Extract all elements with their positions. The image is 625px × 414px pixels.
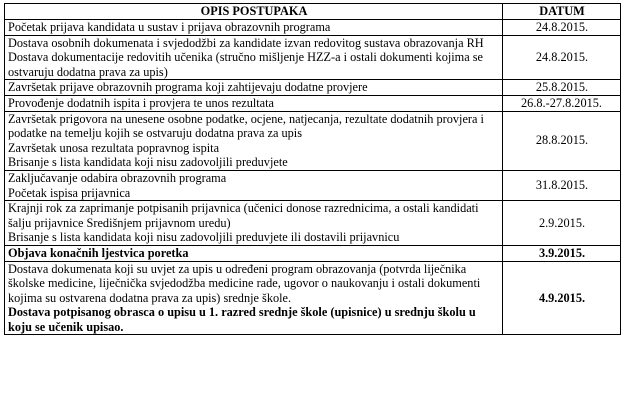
schedule-table <box>4 3 621 335</box>
description-line: Zaključavanje odabira obrazovnih programa <box>8 170 227 185</box>
date-cell: 24.8.2015. <box>503 35 621 80</box>
header-date: DATUM <box>503 4 621 20</box>
table-row <box>5 201 621 246</box>
description-line: Brisanje s lista kandidata koji nisu zadovoljili preduvjete <box>8 155 288 170</box>
date-cell: 25.8.2015. <box>503 80 621 96</box>
date-cell: 26.8.-27.8.2015. <box>503 95 621 111</box>
description-line: Završetak prijave obrazovnih programa koji zahtijevaju dodatne provjere <box>8 80 368 95</box>
description-line: Početak ispisa prijavnica <box>8 185 131 200</box>
description-line: Završetak prigovora na unesene osobne podatke, ocjene, natjecanja, rezultate dodatnih provjera i podatke na temelju kojih se ostvaruju dodatna prava za upis <box>8 111 484 141</box>
table-row <box>5 245 621 261</box>
description-line: Dostava dokumentacije redovitih učenika (stručno mišljenje HZZ-a i ostali dokumenti kojima se ostvaruju dodatna prava za upis) <box>8 50 484 79</box>
table-row <box>5 261 621 335</box>
description-cell <box>5 245 503 261</box>
description-cell <box>5 35 503 80</box>
description-line: Provođenje dodatnih ispita i provjera te unos rezultata <box>8 95 275 110</box>
table-row <box>5 170 621 200</box>
description-line: Krajnji rok za zaprimanje potpisanih prijavnica (učenici donose razrednicima, a ostali kandidati šalju prijavnice Središnjem prijavnom uredu) <box>8 201 479 230</box>
description-line: Početak prijava kandidata u sustav i prijava obrazovnih programa <box>8 20 331 34</box>
table-row <box>5 111 621 170</box>
date-cell: 24.8.2015. <box>503 20 621 36</box>
description-cell <box>5 201 503 246</box>
header-row <box>5 4 621 20</box>
description-line: Završetak unosa rezultata popravnog ispita <box>8 140 220 155</box>
description-line: Dostava dokumenata koji su uvjet za upis u određeni program obrazovanja (potvrda liječnika školske medicine, liječnička svjedodžba medicine rade, ugovor o naukovanju i ostali dokumenti kojima su ostvarena dodatna prava za upis) srednje škole. <box>8 261 481 305</box>
date-cell: 3.9.2015. <box>503 245 621 261</box>
description-line: Brisanje s lista kandidata koji nisu zadovoljili preduvjete ili dostavili prijavnicu <box>8 230 400 245</box>
description-cell <box>5 170 503 200</box>
table-row <box>5 35 621 80</box>
date-cell: 28.8.2015. <box>503 111 621 170</box>
header-description: OPIS POSTUPAKA <box>5 4 503 20</box>
description-line: Objava konačnih ljestvica poretka <box>8 245 189 260</box>
table-row <box>5 80 621 96</box>
date-cell: 31.8.2015. <box>503 170 621 200</box>
description-cell <box>5 111 503 170</box>
date-cell: 2.9.2015. <box>503 201 621 246</box>
description-cell <box>5 261 503 335</box>
description-line: Dostava osobnih dokumenata i svjedodžbi za kandidate izvan redovitog sustava obrazovanja RH <box>8 35 484 50</box>
description-cell <box>5 95 503 111</box>
description-cell <box>5 80 503 96</box>
description-line-bold: Dostava potpisanog obrasca o upisu u 1. razred srednje škole (upisnice) u srednju školu u koju se učenik upisao. <box>8 305 476 334</box>
date-cell: 4.9.2015. <box>503 261 621 335</box>
table-row <box>5 95 621 111</box>
table-row <box>5 20 621 36</box>
description-cell <box>5 20 503 36</box>
